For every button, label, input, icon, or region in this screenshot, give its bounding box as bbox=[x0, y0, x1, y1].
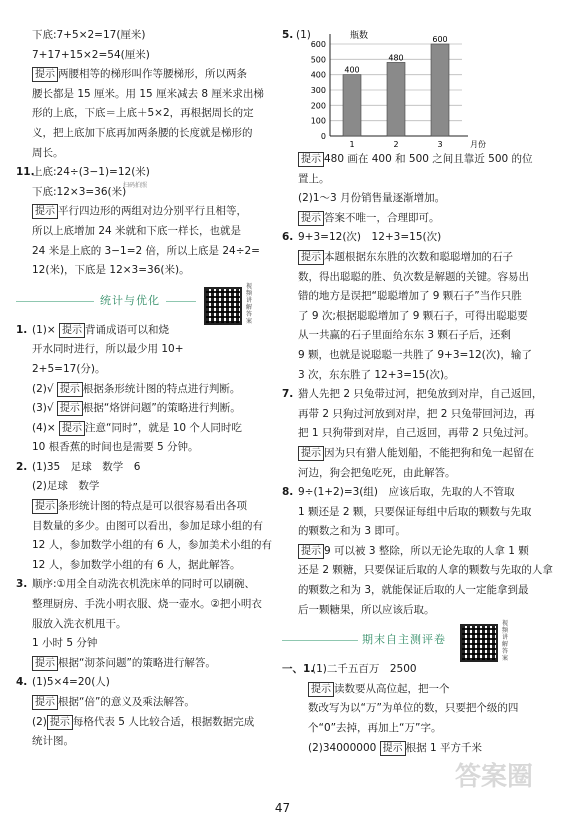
y-tick-label: 400 bbox=[310, 70, 326, 80]
watermark: 答案圈 bbox=[455, 762, 534, 792]
y-tick-label: 100 bbox=[310, 116, 326, 126]
bar bbox=[387, 62, 405, 136]
question-6: 6. 9+3=12(次) 12+3=15(次) bbox=[282, 231, 442, 244]
answer-line: 义，把上底加下底再加两条腰的长度就是梯形的 bbox=[32, 126, 253, 139]
answer-line: (2)足球 数学 bbox=[32, 480, 100, 493]
answer-line: (2)34000000 提示 根据 1 平方千米 bbox=[308, 741, 483, 754]
y-tick-label: 0 bbox=[320, 132, 326, 141]
answer-line: 服放入洗衣机甩干。 bbox=[32, 617, 127, 630]
right-column bbox=[282, 26, 556, 758]
bar bbox=[343, 75, 361, 136]
tip-line: 提示 9 可以被 3 整除，所以无论先取的人拿 1 颗 bbox=[282, 542, 556, 562]
y-tick-label: 500 bbox=[310, 55, 326, 65]
answer-line: 开水同时进行，所以最少用 10+ bbox=[32, 343, 184, 356]
qr-code-2[interactable] bbox=[460, 624, 498, 662]
tip-line: 提示 两腰相等的梯形叫作等腰梯形，所以两条 bbox=[16, 65, 273, 85]
answer-line: 错的地方是误把“聪聪增加了 9 颗石子”当作只胜 bbox=[298, 290, 522, 303]
answer-line: 置上。 bbox=[298, 172, 330, 185]
answer-line: 10 根香蕉的时间也是需要 5 分钟。 bbox=[32, 441, 199, 454]
answer-line: 从一共赢的石子里面给东东 3 颗石子后，还剩 bbox=[298, 329, 511, 342]
answer-line: 3 次，东东胜了 12+3=15(次)。 bbox=[298, 368, 455, 381]
data-label: 400 bbox=[344, 65, 360, 75]
question-5-part: (1) bbox=[296, 29, 311, 41]
question-2: 2. (1)35 足球 数学 6 bbox=[16, 460, 141, 473]
question-5-number: 5. bbox=[282, 29, 294, 41]
question-7: 7. 猎人先把 2 只兔带过河，把兔放到对岸，自己返回， bbox=[282, 388, 543, 401]
answer-line: 12 人，参加数学小组的有 6 人，参加美术小组的有 bbox=[32, 539, 273, 552]
answer-line: 所以上底增加 24 米就和下底一样长，也就是 bbox=[32, 224, 242, 237]
answer-line: 12 人，参加数学小组的有 6 人，据此解答。 bbox=[32, 558, 241, 571]
tip-line: 提示 条形统计图的特点是可以很容易看出各项 bbox=[16, 497, 273, 517]
question-1: 1. (1)× 提示 背诵成语可以和烧 bbox=[16, 323, 170, 336]
section-title-2: 期末自主测评卷 bbox=[362, 633, 446, 647]
tip-line: 提示 答案不唯一，合理即可。 bbox=[282, 209, 556, 229]
left-column bbox=[16, 26, 273, 752]
answer-line: 的颗数之和为 3，就能保证后取的人一定能拿到最 bbox=[298, 584, 529, 597]
y-tick-label: 200 bbox=[310, 101, 326, 111]
divider bbox=[282, 640, 358, 641]
part-1-question-1: 一、1.(1)二千五百万 2500 bbox=[282, 663, 417, 676]
answer-line: 还是 2 颗糖，只要保证后取的人拿的颗数与先取的人拿 bbox=[298, 564, 553, 577]
answer-line: 了 9 次;根据聪聪增加了 9 颗石子，可得出聪聪要 bbox=[298, 309, 528, 322]
answer-line: 目数量的多少。由图可以看出，参加足球小组的有 bbox=[32, 519, 263, 532]
x-tick-label: 2 bbox=[393, 140, 399, 149]
tip-line: 提示 480 画在 400 和 500 之间且靠近 500 的位 bbox=[282, 150, 556, 170]
answer-line: 统计图。 bbox=[32, 735, 74, 748]
answer-line: 形的上底，下底＝上底＋5×2，再根据周长的定 bbox=[32, 107, 254, 120]
x-axis-label: 月份 bbox=[470, 140, 486, 149]
section-title: 统计与优化 bbox=[100, 293, 160, 307]
divider bbox=[166, 301, 196, 302]
question-11: 11.上底:24÷(3−1)=12(米) bbox=[16, 166, 150, 179]
answer-line: 下底:12×3=36(米) bbox=[32, 185, 127, 198]
tip-line: 提示 因为只有猎人能划船，不能把狗和兔一起留在 bbox=[282, 444, 556, 464]
tip-line: 提示 根据“沏茶问题”的策略进行解答。 bbox=[16, 654, 273, 674]
qr-code[interactable] bbox=[204, 287, 242, 325]
data-label: 480 bbox=[388, 53, 404, 63]
chart-title: 瓶数 bbox=[350, 31, 369, 41]
answer-line: 后一颗糖果，所以应该后取。 bbox=[298, 603, 435, 616]
page-number: 47 bbox=[274, 801, 291, 815]
answer-line: (4)× 提示 注意“同时”，就是 10 个人同时吃 bbox=[32, 421, 242, 434]
bar-chart bbox=[304, 28, 544, 152]
section-header bbox=[16, 281, 273, 325]
answer-line: 的颗数之和为 3 即可。 bbox=[298, 525, 406, 538]
answer-line: 河边，狗会把兔吃死，由此解答。 bbox=[298, 466, 456, 479]
tip-line: (2) 提示 每格代表 5 人比较合适，根据数据完成 bbox=[32, 715, 255, 728]
answer-line: 再带 2 只狗过河放到对岸，把 2 只兔带回河边，再 bbox=[298, 407, 535, 420]
answer-line: 下底:7+5×2=17(厘米) bbox=[32, 29, 146, 41]
answer-line: 整理厨房、手洗小明衣服、烧一壶水。②把小明衣 bbox=[32, 598, 262, 611]
tip-line: 提示 根据“倍”的意义及乘法解答。 bbox=[16, 693, 273, 713]
tip-line: 提示 读数要从高位起，把一个 bbox=[282, 680, 556, 700]
y-tick-label: 300 bbox=[310, 86, 326, 95]
answer-line: 12(米)，下底是 12×3=36(米)。 bbox=[32, 264, 190, 277]
tip-line: 提示 平行四边形的两组对边分别平行且相等， bbox=[16, 202, 273, 222]
chart-block bbox=[282, 26, 556, 150]
x-tick-label: 1 bbox=[349, 140, 355, 149]
y-tick-label: 600 bbox=[310, 40, 326, 49]
answer-line: 数，得出聪聪的胜、负次数是解题的关键。容易出 bbox=[298, 270, 529, 283]
divider bbox=[16, 301, 94, 302]
answer-line: 周长。 bbox=[32, 146, 64, 159]
section-header-2 bbox=[282, 620, 556, 663]
answer-line: 1 小时 5 分钟 bbox=[32, 637, 98, 650]
answer-line: (2)1～3 月份销售量逐渐增加。 bbox=[298, 192, 446, 205]
tip-tag: 提示 bbox=[32, 67, 58, 82]
answer-line: 个“0”去掉，再加上“万”字。 bbox=[308, 722, 442, 735]
answer-line: 2+5=17(分)。 bbox=[32, 362, 106, 375]
answer-line: (2)√ 提示 根据条形统计图的特点进行判断。 bbox=[32, 382, 241, 395]
bar bbox=[431, 44, 449, 136]
answer-line: 24 米是上底的 3−1=2 倍，所以上底是 24÷2= bbox=[32, 244, 260, 257]
qr-caption: 视频讲解答案 bbox=[246, 282, 253, 325]
answer-line: 腰长都是 15 厘米。用 15 厘米减去 8 厘米求出梯 bbox=[32, 87, 264, 100]
answer-line: 7+17+15×2=54(厘米) bbox=[32, 48, 150, 61]
answer-line: 9 颗，也就是说聪聪一共胜了 9+3=12(次)，输了 bbox=[298, 348, 532, 361]
x-tick-label: 3 bbox=[437, 140, 443, 149]
tip-line: 提示 本题根据东东胜的次数和聪聪增加的石子 bbox=[282, 248, 556, 268]
answer-line: 数改写为以“万”为单位的数，只要把个级的四 bbox=[308, 702, 519, 715]
answer-line: 1 颗还是 2 颗，只要保证每组中后取的颗数与先取 bbox=[298, 505, 532, 518]
question-8: 8. 9÷(1+2)=3(组) 应该后取，先取的人不管取 bbox=[282, 486, 515, 499]
question-3: 3. 顺序:①用全自动洗衣机洗床单的同时可以刷碗、 bbox=[16, 578, 255, 591]
qr-caption-2: 视频讲解答案 bbox=[502, 620, 509, 663]
scan-stamp: 扫码拍照 bbox=[123, 182, 148, 189]
answer-line: (3)√ 提示 根据“烙饼问题”的策略进行判断。 bbox=[32, 402, 241, 415]
data-label: 600 bbox=[432, 35, 448, 44]
question-4: 4. (1)5×4=20(人) bbox=[16, 676, 110, 689]
answer-line: 把 1 只狗带到对岸，自己返回，再带 2 只兔过河。 bbox=[298, 427, 535, 440]
